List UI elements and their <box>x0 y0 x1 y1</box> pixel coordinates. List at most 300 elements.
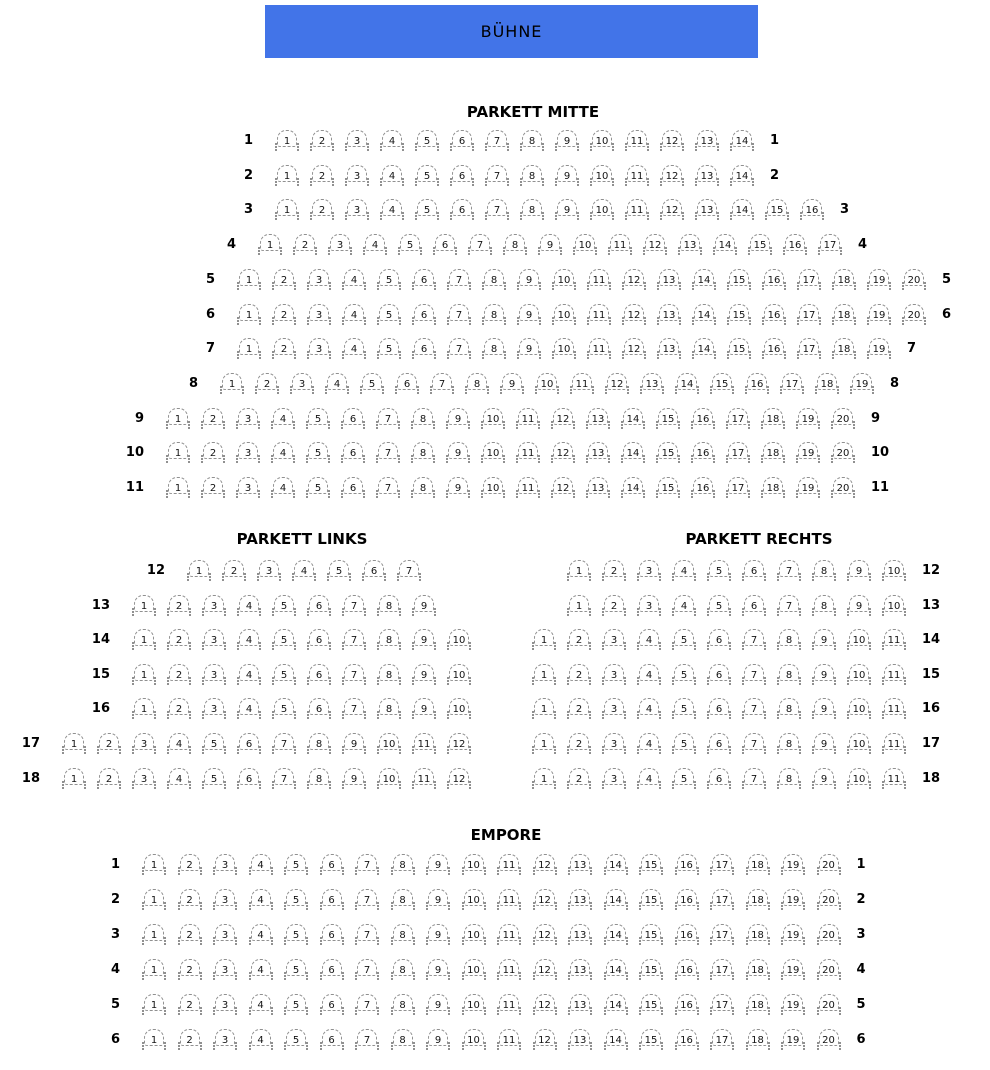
seat-row16-nr4[interactable] <box>637 698 661 719</box>
seat-row11-nr13[interactable] <box>586 477 610 498</box>
seat-row14-nr9[interactable] <box>812 629 836 650</box>
seat-row1-nr12[interactable] <box>660 130 684 151</box>
seat-row13-nr3[interactable] <box>637 595 661 616</box>
seat-row8-nr17[interactable] <box>780 373 804 394</box>
seat-row5-nr11[interactable] <box>587 269 611 290</box>
seat-row9-nr13[interactable] <box>586 408 610 429</box>
seat-row1-nr9[interactable] <box>555 130 579 151</box>
seat-row16-nr10[interactable] <box>847 698 871 719</box>
seat-row15-nr10[interactable] <box>447 664 471 685</box>
seat-row4-nr10[interactable] <box>573 234 597 255</box>
seat-row17-nr11[interactable] <box>412 733 436 754</box>
seat-row3-nr8[interactable] <box>391 924 415 945</box>
seat-row7-nr5[interactable] <box>377 338 401 359</box>
seat-row10-nr6[interactable] <box>341 442 365 463</box>
seat-row17-nr5[interactable] <box>672 733 696 754</box>
seat-row18-nr7[interactable] <box>272 768 296 789</box>
seat-row2-nr8[interactable] <box>520 165 544 186</box>
seat-row2-nr5[interactable] <box>284 889 308 910</box>
seat-row7-nr1[interactable] <box>237 338 261 359</box>
seat-row10-nr9[interactable] <box>446 442 470 463</box>
seat-row2-nr13[interactable] <box>695 165 719 186</box>
seat-row14-nr4[interactable] <box>637 629 661 650</box>
seat-row15-nr3[interactable] <box>602 664 626 685</box>
seat-row1-nr15[interactable] <box>639 854 663 875</box>
seat-row16-nr3[interactable] <box>202 698 226 719</box>
seat-row14-nr8[interactable] <box>377 629 401 650</box>
seat-row13-nr4[interactable] <box>237 595 261 616</box>
seat-row2-nr11[interactable] <box>625 165 649 186</box>
seat-row1-nr3[interactable] <box>213 854 237 875</box>
seat-row16-nr11[interactable] <box>882 698 906 719</box>
seat-row13-nr1[interactable] <box>567 595 591 616</box>
seat-row6-nr14[interactable] <box>604 1029 628 1050</box>
seat-row15-nr2[interactable] <box>567 664 591 685</box>
seat-row17-nr9[interactable] <box>342 733 366 754</box>
seat-row5-nr7[interactable] <box>447 269 471 290</box>
seat-row6-nr3[interactable] <box>213 1029 237 1050</box>
seat-row13-nr6[interactable] <box>742 595 766 616</box>
seat-row4-nr14[interactable] <box>604 959 628 980</box>
seat-row4-nr17[interactable] <box>710 959 734 980</box>
seat-row16-nr9[interactable] <box>412 698 436 719</box>
seat-row2-nr8[interactable] <box>391 889 415 910</box>
seat-row1-nr11[interactable] <box>625 130 649 151</box>
seat-row8-nr11[interactable] <box>570 373 594 394</box>
seat-row5-nr14[interactable] <box>692 269 716 290</box>
seat-row2-nr17[interactable] <box>710 889 734 910</box>
seat-row6-nr18[interactable] <box>832 304 856 325</box>
seat-row3-nr16[interactable] <box>675 924 699 945</box>
seat-row13-nr7[interactable] <box>777 595 801 616</box>
seat-row7-nr17[interactable] <box>797 338 821 359</box>
seat-row6-nr14[interactable] <box>692 304 716 325</box>
seat-row3-nr5[interactable] <box>284 924 308 945</box>
seat-row7-nr6[interactable] <box>412 338 436 359</box>
seat-row1-nr13[interactable] <box>568 854 592 875</box>
seat-row1-nr14[interactable] <box>730 130 754 151</box>
seat-row6-nr16[interactable] <box>762 304 786 325</box>
seat-row4-nr2[interactable] <box>293 234 317 255</box>
seat-row5-nr16[interactable] <box>675 994 699 1015</box>
seat-row4-nr17[interactable] <box>818 234 842 255</box>
seat-row18-nr9[interactable] <box>342 768 366 789</box>
seat-row6-nr6[interactable] <box>412 304 436 325</box>
seat-row5-nr15[interactable] <box>727 269 751 290</box>
seat-row14-nr1[interactable] <box>132 629 156 650</box>
seat-row11-nr5[interactable] <box>306 477 330 498</box>
seat-row10-nr3[interactable] <box>236 442 260 463</box>
seat-row4-nr1[interactable] <box>258 234 282 255</box>
seat-row2-nr9[interactable] <box>426 889 450 910</box>
seat-row17-nr8[interactable] <box>777 733 801 754</box>
seat-row14-nr1[interactable] <box>532 629 556 650</box>
seat-row3-nr8[interactable] <box>520 199 544 220</box>
seat-row2-nr4[interactable] <box>249 889 273 910</box>
seat-row2-nr3[interactable] <box>345 165 369 186</box>
seat-row8-nr19[interactable] <box>850 373 874 394</box>
seat-row11-nr17[interactable] <box>726 477 750 498</box>
seat-row2-nr16[interactable] <box>675 889 699 910</box>
seat-row3-nr20[interactable] <box>817 924 841 945</box>
seat-row8-nr3[interactable] <box>290 373 314 394</box>
seat-row11-nr20[interactable] <box>831 477 855 498</box>
seat-row5-nr4[interactable] <box>249 994 273 1015</box>
seat-row15-nr7[interactable] <box>342 664 366 685</box>
seat-row7-nr19[interactable] <box>867 338 891 359</box>
seat-row9-nr14[interactable] <box>621 408 645 429</box>
seat-row17-nr12[interactable] <box>447 733 471 754</box>
seat-row10-nr4[interactable] <box>271 442 295 463</box>
seat-row17-nr4[interactable] <box>637 733 661 754</box>
seat-row5-nr16[interactable] <box>762 269 786 290</box>
seat-row12-nr5[interactable] <box>327 560 351 581</box>
seat-row18-nr5[interactable] <box>202 768 226 789</box>
seat-row17-nr10[interactable] <box>377 733 401 754</box>
seat-row1-nr6[interactable] <box>450 130 474 151</box>
seat-row4-nr5[interactable] <box>398 234 422 255</box>
seat-row15-nr8[interactable] <box>777 664 801 685</box>
seat-row13-nr2[interactable] <box>167 595 191 616</box>
seat-row2-nr14[interactable] <box>730 165 754 186</box>
seat-row1-nr5[interactable] <box>415 130 439 151</box>
seat-row3-nr7[interactable] <box>485 199 509 220</box>
seat-row18-nr5[interactable] <box>672 768 696 789</box>
seat-row10-nr16[interactable] <box>691 442 715 463</box>
seat-row9-nr8[interactable] <box>411 408 435 429</box>
seat-row6-nr15[interactable] <box>639 1029 663 1050</box>
seat-row7-nr14[interactable] <box>692 338 716 359</box>
seat-row11-nr19[interactable] <box>796 477 820 498</box>
seat-row13-nr8[interactable] <box>377 595 401 616</box>
seat-row14-nr11[interactable] <box>882 629 906 650</box>
seat-row9-nr12[interactable] <box>551 408 575 429</box>
seat-row8-nr9[interactable] <box>500 373 524 394</box>
seat-row15-nr1[interactable] <box>532 664 556 685</box>
seat-row7-nr12[interactable] <box>622 338 646 359</box>
seat-row2-nr18[interactable] <box>746 889 770 910</box>
seat-row8-nr12[interactable] <box>605 373 629 394</box>
seat-row16-nr2[interactable] <box>167 698 191 719</box>
seat-row14-nr6[interactable] <box>307 629 331 650</box>
seat-row2-nr13[interactable] <box>568 889 592 910</box>
seat-row1-nr19[interactable] <box>781 854 805 875</box>
seat-row6-nr8[interactable] <box>391 1029 415 1050</box>
seat-row15-nr3[interactable] <box>202 664 226 685</box>
seat-row12-nr4[interactable] <box>292 560 316 581</box>
seat-row11-nr12[interactable] <box>551 477 575 498</box>
seat-row12-nr9[interactable] <box>847 560 871 581</box>
seat-row12-nr3[interactable] <box>257 560 281 581</box>
seat-row5-nr4[interactable] <box>342 269 366 290</box>
seat-row10-nr11[interactable] <box>516 442 540 463</box>
seat-row5-nr10[interactable] <box>552 269 576 290</box>
seat-row5-nr1[interactable] <box>142 994 166 1015</box>
seat-row1-nr14[interactable] <box>604 854 628 875</box>
seat-row2-nr12[interactable] <box>660 165 684 186</box>
seat-row8-nr1[interactable] <box>220 373 244 394</box>
seat-row17-nr6[interactable] <box>237 733 261 754</box>
seat-row5-nr9[interactable] <box>517 269 541 290</box>
seat-row16-nr7[interactable] <box>742 698 766 719</box>
seat-row7-nr15[interactable] <box>727 338 751 359</box>
seat-row13-nr4[interactable] <box>672 595 696 616</box>
seat-row6-nr17[interactable] <box>797 304 821 325</box>
seat-row6-nr1[interactable] <box>142 1029 166 1050</box>
seat-row15-nr9[interactable] <box>812 664 836 685</box>
seat-row9-nr17[interactable] <box>726 408 750 429</box>
seat-row1-nr8[interactable] <box>520 130 544 151</box>
seat-row4-nr8[interactable] <box>391 959 415 980</box>
seat-row16-nr8[interactable] <box>377 698 401 719</box>
seat-row17-nr5[interactable] <box>202 733 226 754</box>
seat-row6-nr2[interactable] <box>178 1029 202 1050</box>
seat-row3-nr2[interactable] <box>310 199 334 220</box>
seat-row2-nr15[interactable] <box>639 889 663 910</box>
seat-row3-nr19[interactable] <box>781 924 805 945</box>
seat-row3-nr11[interactable] <box>625 199 649 220</box>
seat-row12-nr2[interactable] <box>222 560 246 581</box>
seat-row6-nr13[interactable] <box>657 304 681 325</box>
seat-row5-nr19[interactable] <box>867 269 891 290</box>
seat-row13-nr2[interactable] <box>602 595 626 616</box>
seat-row17-nr1[interactable] <box>532 733 556 754</box>
seat-row2-nr7[interactable] <box>355 889 379 910</box>
seat-row17-nr7[interactable] <box>272 733 296 754</box>
seat-row1-nr8[interactable] <box>391 854 415 875</box>
seat-row1-nr2[interactable] <box>178 854 202 875</box>
seat-row4-nr11[interactable] <box>608 234 632 255</box>
seat-row5-nr6[interactable] <box>412 269 436 290</box>
seat-row17-nr8[interactable] <box>307 733 331 754</box>
seat-row3-nr1[interactable] <box>142 924 166 945</box>
seat-row8-nr18[interactable] <box>815 373 839 394</box>
seat-row7-nr11[interactable] <box>587 338 611 359</box>
seat-row9-nr7[interactable] <box>376 408 400 429</box>
seat-row15-nr5[interactable] <box>272 664 296 685</box>
seat-row6-nr5[interactable] <box>284 1029 308 1050</box>
seat-row15-nr8[interactable] <box>377 664 401 685</box>
seat-row13-nr9[interactable] <box>412 595 436 616</box>
seat-row16-nr7[interactable] <box>342 698 366 719</box>
seat-row8-nr6[interactable] <box>395 373 419 394</box>
seat-row2-nr1[interactable] <box>142 889 166 910</box>
seat-row4-nr10[interactable] <box>462 959 486 980</box>
seat-row8-nr15[interactable] <box>710 373 734 394</box>
seat-row6-nr9[interactable] <box>517 304 541 325</box>
seat-row11-nr15[interactable] <box>656 477 680 498</box>
seat-row17-nr10[interactable] <box>847 733 871 754</box>
seat-row2-nr9[interactable] <box>555 165 579 186</box>
seat-row8-nr13[interactable] <box>640 373 664 394</box>
seat-row7-nr16[interactable] <box>762 338 786 359</box>
seat-row1-nr3[interactable] <box>345 130 369 151</box>
seat-row18-nr12[interactable] <box>447 768 471 789</box>
seat-row13-nr5[interactable] <box>272 595 296 616</box>
seat-row12-nr6[interactable] <box>362 560 386 581</box>
seat-row5-nr18[interactable] <box>832 269 856 290</box>
seat-row6-nr19[interactable] <box>781 1029 805 1050</box>
seat-row7-nr10[interactable] <box>552 338 576 359</box>
seat-row5-nr15[interactable] <box>639 994 663 1015</box>
seat-row15-nr6[interactable] <box>707 664 731 685</box>
seat-row5-nr2[interactable] <box>178 994 202 1015</box>
seat-row8-nr14[interactable] <box>675 373 699 394</box>
seat-row4-nr6[interactable] <box>320 959 344 980</box>
seat-row10-nr17[interactable] <box>726 442 750 463</box>
seat-row18-nr7[interactable] <box>742 768 766 789</box>
seat-row8-nr2[interactable] <box>255 373 279 394</box>
seat-row5-nr11[interactable] <box>497 994 521 1015</box>
seat-row1-nr10[interactable] <box>462 854 486 875</box>
seat-row16-nr6[interactable] <box>307 698 331 719</box>
seat-row14-nr7[interactable] <box>742 629 766 650</box>
seat-row10-nr18[interactable] <box>761 442 785 463</box>
seat-row11-nr11[interactable] <box>516 477 540 498</box>
seat-row3-nr6[interactable] <box>450 199 474 220</box>
seat-row1-nr2[interactable] <box>310 130 334 151</box>
seat-row3-nr9[interactable] <box>426 924 450 945</box>
seat-row4-nr5[interactable] <box>284 959 308 980</box>
seat-row9-nr4[interactable] <box>271 408 295 429</box>
seat-row9-nr16[interactable] <box>691 408 715 429</box>
seat-row14-nr10[interactable] <box>847 629 871 650</box>
seat-row5-nr5[interactable] <box>284 994 308 1015</box>
seat-row10-nr7[interactable] <box>376 442 400 463</box>
seat-row5-nr8[interactable] <box>482 269 506 290</box>
seat-row4-nr12[interactable] <box>643 234 667 255</box>
seat-row1-nr16[interactable] <box>675 854 699 875</box>
seat-row9-nr11[interactable] <box>516 408 540 429</box>
seat-row5-nr20[interactable] <box>817 994 841 1015</box>
seat-row3-nr4[interactable] <box>380 199 404 220</box>
seat-row8-nr8[interactable] <box>465 373 489 394</box>
seat-row11-nr18[interactable] <box>761 477 785 498</box>
seat-row17-nr2[interactable] <box>567 733 591 754</box>
seat-row6-nr11[interactable] <box>497 1029 521 1050</box>
seat-row11-nr8[interactable] <box>411 477 435 498</box>
seat-row16-nr1[interactable] <box>132 698 156 719</box>
seat-row15-nr6[interactable] <box>307 664 331 685</box>
seat-row1-nr4[interactable] <box>249 854 273 875</box>
seat-row12-nr10[interactable] <box>882 560 906 581</box>
seat-row5-nr17[interactable] <box>710 994 734 1015</box>
seat-row18-nr11[interactable] <box>412 768 436 789</box>
seat-row2-nr6[interactable] <box>320 889 344 910</box>
seat-row3-nr18[interactable] <box>746 924 770 945</box>
seat-row3-nr10[interactable] <box>590 199 614 220</box>
seat-row16-nr8[interactable] <box>777 698 801 719</box>
seat-row6-nr10[interactable] <box>462 1029 486 1050</box>
seat-row10-nr13[interactable] <box>586 442 610 463</box>
seat-row16-nr9[interactable] <box>812 698 836 719</box>
seat-row15-nr2[interactable] <box>167 664 191 685</box>
seat-row13-nr3[interactable] <box>202 595 226 616</box>
seat-row5-nr7[interactable] <box>355 994 379 1015</box>
seat-row13-nr6[interactable] <box>307 595 331 616</box>
seat-row7-nr18[interactable] <box>832 338 856 359</box>
seat-row12-nr7[interactable] <box>397 560 421 581</box>
seat-row4-nr3[interactable] <box>213 959 237 980</box>
seat-row5-nr13[interactable] <box>568 994 592 1015</box>
seat-row9-nr5[interactable] <box>306 408 330 429</box>
seat-row15-nr4[interactable] <box>637 664 661 685</box>
seat-row18-nr10[interactable] <box>377 768 401 789</box>
seat-row16-nr5[interactable] <box>672 698 696 719</box>
seat-row2-nr14[interactable] <box>604 889 628 910</box>
seat-row16-nr5[interactable] <box>272 698 296 719</box>
seat-row6-nr8[interactable] <box>482 304 506 325</box>
seat-row7-nr2[interactable] <box>272 338 296 359</box>
seat-row8-nr10[interactable] <box>535 373 559 394</box>
seat-row6-nr12[interactable] <box>622 304 646 325</box>
seat-row8-nr7[interactable] <box>430 373 454 394</box>
seat-row15-nr5[interactable] <box>672 664 696 685</box>
seat-row7-nr13[interactable] <box>657 338 681 359</box>
seat-row4-nr9[interactable] <box>538 234 562 255</box>
seat-row4-nr7[interactable] <box>468 234 492 255</box>
seat-row3-nr2[interactable] <box>178 924 202 945</box>
seat-row10-nr10[interactable] <box>481 442 505 463</box>
seat-row3-nr10[interactable] <box>462 924 486 945</box>
seat-row6-nr4[interactable] <box>342 304 366 325</box>
seat-row5-nr3[interactable] <box>307 269 331 290</box>
seat-row17-nr3[interactable] <box>132 733 156 754</box>
seat-row5-nr12[interactable] <box>533 994 557 1015</box>
seat-row11-nr16[interactable] <box>691 477 715 498</box>
seat-row9-nr15[interactable] <box>656 408 680 429</box>
seat-row4-nr16[interactable] <box>675 959 699 980</box>
seat-row11-nr2[interactable] <box>201 477 225 498</box>
seat-row11-nr9[interactable] <box>446 477 470 498</box>
seat-row2-nr11[interactable] <box>497 889 521 910</box>
seat-row12-nr1[interactable] <box>567 560 591 581</box>
seat-row6-nr19[interactable] <box>867 304 891 325</box>
seat-row2-nr2[interactable] <box>310 165 334 186</box>
seat-row14-nr2[interactable] <box>167 629 191 650</box>
seat-row3-nr9[interactable] <box>555 199 579 220</box>
seat-row5-nr10[interactable] <box>462 994 486 1015</box>
seat-row3-nr5[interactable] <box>415 199 439 220</box>
seat-row3-nr1[interactable] <box>275 199 299 220</box>
seat-row3-nr14[interactable] <box>604 924 628 945</box>
seat-row4-nr8[interactable] <box>503 234 527 255</box>
seat-row8-nr16[interactable] <box>745 373 769 394</box>
seat-row10-nr19[interactable] <box>796 442 820 463</box>
seat-row12-nr6[interactable] <box>742 560 766 581</box>
seat-row1-nr9[interactable] <box>426 854 450 875</box>
seat-row6-nr11[interactable] <box>587 304 611 325</box>
seat-row15-nr11[interactable] <box>882 664 906 685</box>
seat-row4-nr15[interactable] <box>748 234 772 255</box>
seat-row4-nr9[interactable] <box>426 959 450 980</box>
seat-row4-nr15[interactable] <box>639 959 663 980</box>
seat-row1-nr1[interactable] <box>275 130 299 151</box>
seat-row6-nr17[interactable] <box>710 1029 734 1050</box>
seat-row5-nr1[interactable] <box>237 269 261 290</box>
seat-row2-nr7[interactable] <box>485 165 509 186</box>
seat-row18-nr8[interactable] <box>777 768 801 789</box>
seat-row4-nr1[interactable] <box>142 959 166 980</box>
seat-row6-nr16[interactable] <box>675 1029 699 1050</box>
seat-row14-nr6[interactable] <box>707 629 731 650</box>
seat-row6-nr2[interactable] <box>272 304 296 325</box>
seat-row10-nr15[interactable] <box>656 442 680 463</box>
seat-row9-nr19[interactable] <box>796 408 820 429</box>
seat-row2-nr1[interactable] <box>275 165 299 186</box>
seat-row18-nr4[interactable] <box>637 768 661 789</box>
seat-row3-nr3[interactable] <box>345 199 369 220</box>
